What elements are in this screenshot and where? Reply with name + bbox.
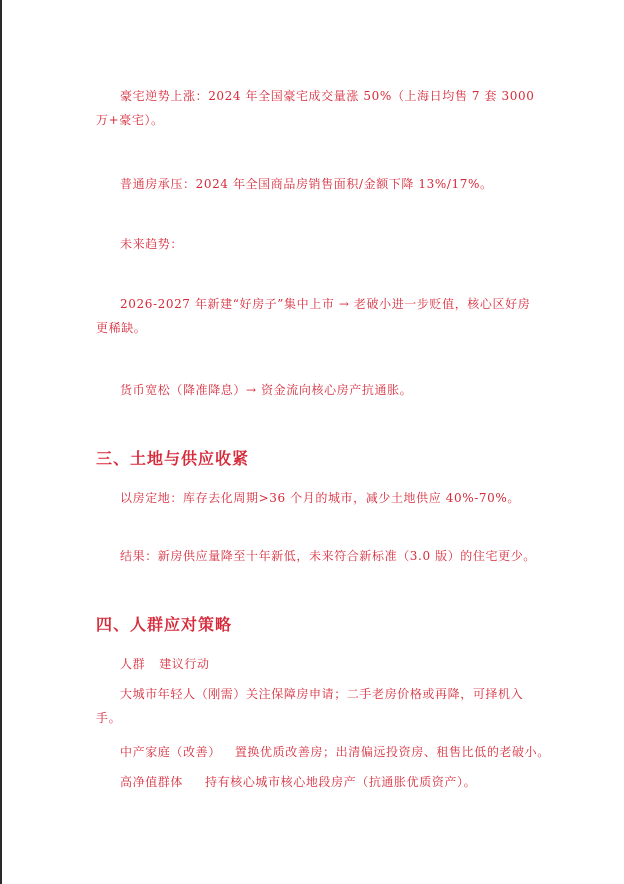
row-action: 置换优质改善房；出清偏远投资房、租售比低的老破小。 <box>234 745 550 759</box>
table-header-group: 人群 <box>120 657 146 671</box>
row-action: 持有核心城市核心地段房产（抗通胀优质资产）。 <box>205 775 477 789</box>
row-group: 中产家庭（改善） <box>120 745 221 759</box>
paragraph-supply-result: 结果：新房供应量降至十年新低，未来符合新标准（3.0 版）的住宅更少。 <box>120 549 536 563</box>
strategy-row-young <box>96 682 536 730</box>
paragraph-future-trend-label: 未来趋势： <box>120 237 184 251</box>
strategy-row-high-net-worth <box>120 770 550 794</box>
paragraph-monetary-policy: 货币宽松（降准降息）→ 资金流向核心房产抗通胀。 <box>120 383 413 397</box>
page-left-border <box>0 0 2 884</box>
paragraph-ordinary-housing: 普通房承压：2024 年全国商品房销售面积/金额下降 13%/17%。 <box>120 177 493 191</box>
strategy-table-header <box>120 652 550 676</box>
row-group: 高净值群体 <box>120 775 184 789</box>
paragraph-new-supply-trend: 2026-2027 年新建“好房子”集中上市 → 老破小进一步贬值，核心区好房更稀缺。 <box>96 297 531 335</box>
section-3-heading: 三、土地与供应收紧 <box>96 449 250 468</box>
paragraph-land-supply: 以房定地：库存去化周期>36 个月的城市，减少土地供应 40%-70%。 <box>120 491 520 505</box>
row-action: 关注保障房申请；二手老房价格或再降，可择机入手。 <box>96 687 524 725</box>
paragraph-luxury-trend: 豪宅逆势上涨：2024 年全国豪宅成交量涨 50%（上海日均售 7 套 3000 万+豪宅）。 <box>96 89 535 127</box>
row-group: 大城市年轻人（刚需） <box>120 687 247 701</box>
strategy-row-middle-class <box>120 740 550 764</box>
section-4-heading: 四、人群应对策略 <box>96 615 233 634</box>
table-header-action: 建议行动 <box>159 657 210 671</box>
